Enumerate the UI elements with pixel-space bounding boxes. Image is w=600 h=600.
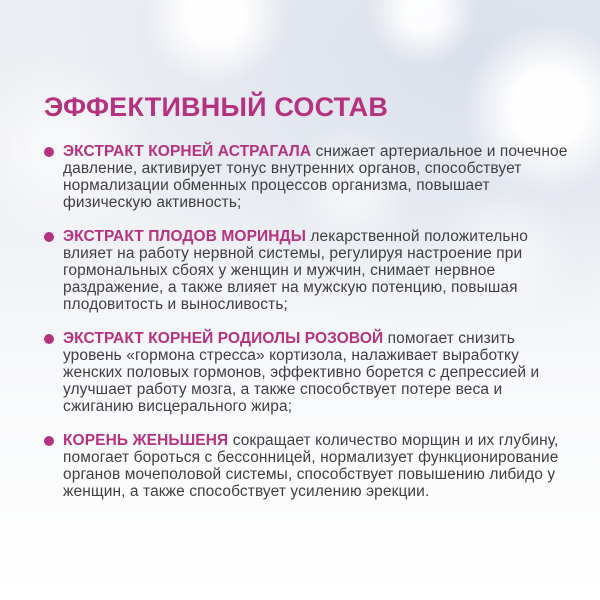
bullet-dot-icon xyxy=(44,334,54,344)
ingredient-text xyxy=(63,228,570,313)
ingredient-description: помогает снизить уровень «гормона стресса» кортизола, налаживает выработку женских половых гормонов, эффективно борется с депрессией и улучшает работу мозга, а также способствует потере веса и сжиганию висцерального жира; xyxy=(63,330,540,415)
ingredient-name: КОРЕНЬ ЖЕНЬШЕНЯ xyxy=(63,432,229,449)
ingredient-name: ЭКСТРАКТ ПЛОДОВ МОРИНДЫ xyxy=(63,228,306,245)
list-item xyxy=(44,228,570,313)
ingredient-text xyxy=(63,432,570,500)
list-item xyxy=(44,143,570,211)
ingredient-name: ЭКСТРАКТ КОРНЕЙ РОДИОЛЫ РОЗОВОЙ xyxy=(63,330,384,347)
ingredient-description: снижает артериальное и почечное давление, активирует тонус внутренних органов, способствует нормализации обменных процессов организма, повышает физическую активность; xyxy=(63,143,568,211)
ingredient-description: сокращает количество морщин и их глубину, помогает бороться с бессонницей, нормализует функционирование органов мочеполовой системы, способствует повышению либидо у женщин, а также способствует усилению эрекции. xyxy=(63,432,559,500)
bullet-dot-icon xyxy=(44,232,54,242)
list-item xyxy=(44,330,570,415)
bullet-dot-icon xyxy=(44,436,54,446)
ingredient-description: лекарственной положительно влияет на работу нервной системы, регулируя настроение при гормональных сбоях у женщин и мужчин, снимает нервное раздражение, а также влияет на мужскую потенцию, повышая плодовитость и выносливость; xyxy=(63,228,528,313)
bullet-dot-icon xyxy=(44,147,54,157)
list-item xyxy=(44,432,570,500)
ingredient-list xyxy=(44,143,570,500)
slide-content xyxy=(44,93,570,517)
page-title: ЭФФЕКТИВНЫЙ СОСТАВ xyxy=(44,92,389,122)
ingredient-name: ЭКСТРАКТ КОРНЕЙ АСТРАГАЛА xyxy=(63,143,312,160)
ingredient-text xyxy=(63,143,570,211)
ingredient-text xyxy=(63,330,570,415)
